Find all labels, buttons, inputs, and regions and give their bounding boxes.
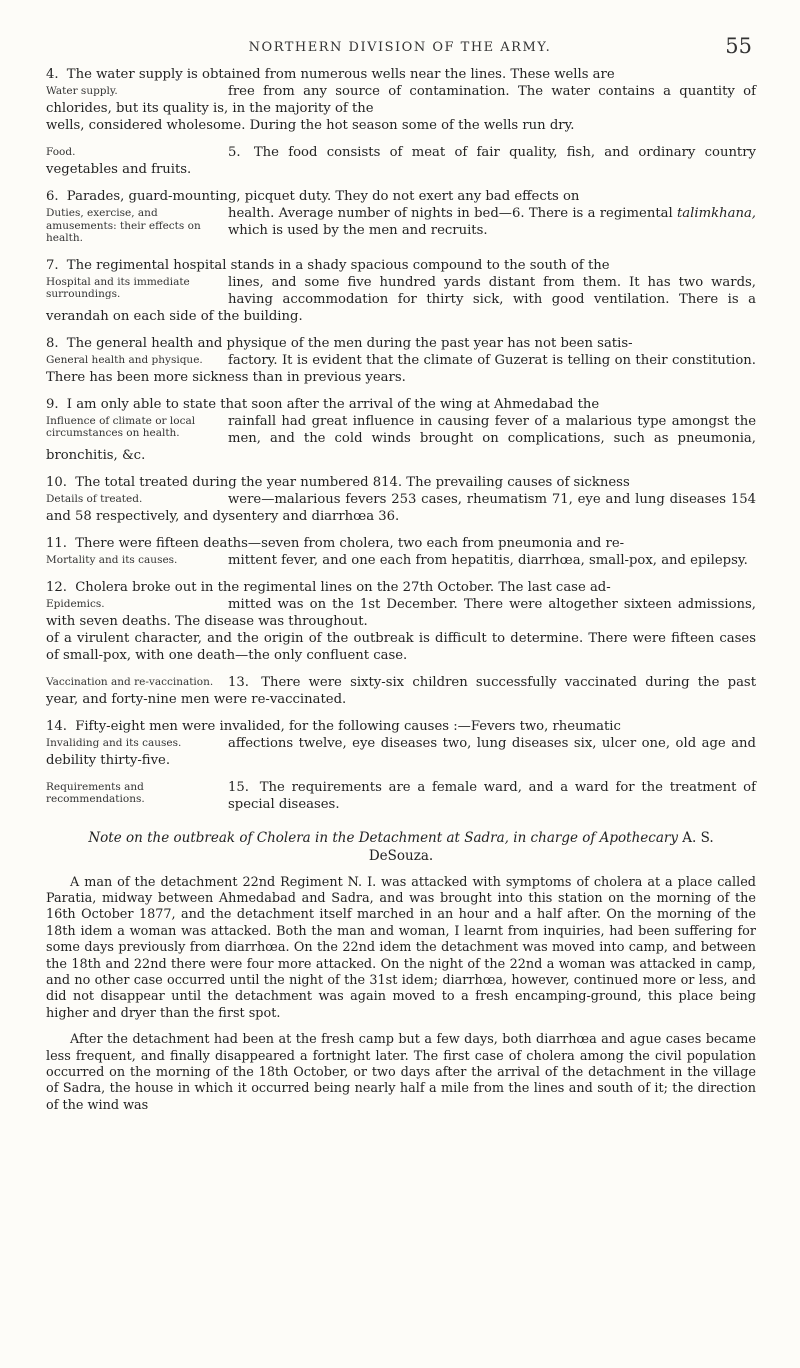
section-11-text: mittent fever, and one each from hepatitis, diarrhœa, small-pox, and epilepsy. [228, 552, 748, 568]
running-head: NORTHERN DIVISION OF THE ARMY. [248, 40, 552, 55]
note-paragraph-2: After the detachment had been at the fresh camp but a few days, both diarrhœa and ague cases became less frequent, and finally disappeared a fortnight later. The first case of cholera among the civil population occurred on the morning of the 18th October, or two days after the arrival of the detachment in the village of Sadra, the house in which it occurred being nearly half a mile from the lines and south of it; the direction of the wind was [46, 1032, 756, 1113]
section-5: Food. 5. The food consists of meat of fair quality, fish, and ordinary country vegetables and fruits. [46, 145, 756, 177]
page-number: 55 [725, 34, 752, 58]
section-8-text: factory. It is evident that the climate of Guzerat is telling on their constitution. There has been more sickness than in previous years. [46, 352, 756, 385]
section-4-tail: wells, considered wholesome. During the hot season some of the wells run dry. [46, 118, 575, 133]
margin-note-invaliding: Invaliding and its causes. [46, 736, 182, 749]
section-9: 9. I am only able to state that soon after the arrival of the wing at Ahmedabad the Influence of climate or local circumstances on health. rainfall had great influence in causing fever of a malarious type amongst the men, and the cold winds brought on complications, such as pneumonia, bronchitis, &c. [46, 396, 756, 463]
margin-note-food: Food. [46, 146, 76, 158]
note-paragraph-1: A man of the detachment 22nd Regiment N. I. was attacked with symptoms of cholera at a place called Paratia, midway between Ahmedabad and Sadra, and was brought into this station on the morning of the 16th October 1877, and the detachment itself marched in an hour and a half after. On the morning of the 18th idem a woman was attacked. Both the man and woman, I learnt from inquiries, had been suffering for some days previously from diarrhœa. On the 22nd idem the detachment was moved into camp, and between the 18th and 22nd there were four more attacked. On the night of the 22nd a woman was attacked in camp, and no other case occurred until the night of the 31st idem; diarrhœa, however, continued more or less, and did not disappear until the detachment was again moved to a fresh encamping-ground, this place being higher and dryer than the first spot. [46, 874, 756, 1021]
section-12-text: mitted was on the 1st December. There were altogether sixteen admissions, with seven deaths. The disease was throughout. [46, 596, 756, 629]
section-9-text: rainfall had great influence in causing fever of a malarious type amongst the men, and the cold winds brought on complications, such as pneumonia, bronchitis, &c. [46, 413, 756, 463]
section-7-text: lines, and some five hundred yards distant from them. It has two wards, having accommodation for thirty sick, with good ventilation. There is a verandah on each side of the building. [46, 274, 756, 324]
section-14-text: affections twelve, eye diseases two, lung diseases six, ulcer one, old age and debility thirty-five. [46, 735, 756, 768]
margin-note-mortality: Mortality and its causes. [46, 553, 178, 566]
section-11: 11. There were fifteen deaths—seven from cholera, two each from pneumonia and re- Mortality and its causes. mittent fever, and one each from hepatitis, diarrhœa, small-pox, and epilepsy. [46, 535, 756, 569]
section-10-text: were—malarious fevers 253 cases, rheumatism 71, eye and lung diseases 154 and 58 respectively, and dysentery and diarrhœa 36. [46, 491, 756, 524]
section-15-text: The requirements are a female ward, and a ward for the treatment of special diseases. [228, 779, 756, 812]
section-5-text: The food consists of meat of fair quality, fish, and ordinary country vegetables and fruits. [46, 145, 756, 177]
body-text [46, 66, 756, 1124]
section-10: 10. The total treated during the year numbered 814. The prevailing causes of sickness Details of treated. were—malarious fevers 253 cases, rheumatism 71, eye and lung diseases 154 and 58 respectively, and dysentery and diarrhœa 36. [46, 474, 756, 524]
page-header [46, 34, 754, 64]
section-15: Requirements and recommendations. 15. The requirements are a female ward, and a ward for the treatment of special diseases. [46, 779, 756, 812]
section-14: 14. Fifty-eight men were invalided, for the following causes :—Fevers two, rheumatic Invaliding and its causes. affections twelve, eye diseases two, lung diseases six, ulcer one, old age and debility thirty-five. [46, 718, 756, 768]
section-12: 12. Cholera broke out in the regimental lines on the 27th October. The last case ad- Epidemics. mitted was on the 1st December. There were altogether sixteen admissions, with seven deaths. The disease was throughout. of a virulent character, and the origin of the outbreak is difficult to determine. There were fifteen cases of small-pox, with one death—the only confluent case. [46, 579, 756, 663]
section-4: 4. The water supply is obtained from numerous wells near the lines. These wells are Water supply. free from any source of contamination. The water contains a quantity of chlorides, but its quality is, in the majority of the wells, considered wholesome. During the hot season some of the wells run dry. [46, 67, 756, 133]
section-7: 7. The regimental hospital stands in a shady spacious compound to the south of the Hospital and its immediate surroundings. lines, and some five hundred yards distant from them. It has two wards, having accommodation for thirty sick, with good ventilation. There is a verandah on each side of the building. [46, 257, 756, 324]
margin-note-hospital: Hospital and its immediate surroundings. [46, 275, 190, 300]
section-12-tail: of a virulent character, and the origin of the outbreak is difficult to determine. There were fifteen cases of small-pox, with one death—the only confluent case. [46, 630, 756, 663]
margin-note-epidemics: Epidemics. [46, 597, 105, 610]
note-title: Note on the outbreak of Cholera in the Detachment at Sadra, in charge of Apothecary A. S. DeSouza. [88, 829, 714, 864]
margin-note-climate: Influence of climate or local circumstances on health. [46, 414, 196, 439]
margin-note-water-supply: Water supply. [46, 85, 118, 97]
section-6: 6. Parades, guard-mounting, picquet duty. They do not exert any bad effects on Duties, exercise, and amusements: their effects on health. health. Average number of nights in bed—6. There is a regimental talimkhana, which is used by the men and recruits. [46, 189, 756, 244]
margin-note-requirements: Requirements and recommendations. [46, 780, 145, 805]
section-13-text: There were sixty-six children successfully vaccinated during the past year, and forty-nine men were re-vaccinated. [46, 674, 756, 707]
margin-note-general-health: General health and physique. [46, 353, 203, 366]
section-4-text: free from any source of contamination. The water contains a quantity of chlorides, but its quality is, in the majority of the [46, 84, 756, 116]
margin-note-details-treated: Details of treated. [46, 492, 143, 505]
section-13: Vaccination and re-vaccination. 13. There were sixty-six children successfully vaccinated during the past year, and forty-nine men were re-vaccinated. [46, 674, 756, 707]
margin-note-duties: Duties, exercise, and amusements: their effects on health. [46, 207, 201, 244]
margin-note-vaccination: Vaccination and re-vaccination. [46, 675, 214, 688]
section-8: 8. The general health and physique of the men during the past year has not been satis- General health and physique. factory. It is evident that the climate of Guzerat is telling on their constitution. There has been more sickness than in previous years. [46, 335, 756, 385]
section-6-text: health. Average number of nights in bed—6. There is a regimental talimkhana, which is used by the men and recruits. [228, 206, 756, 238]
